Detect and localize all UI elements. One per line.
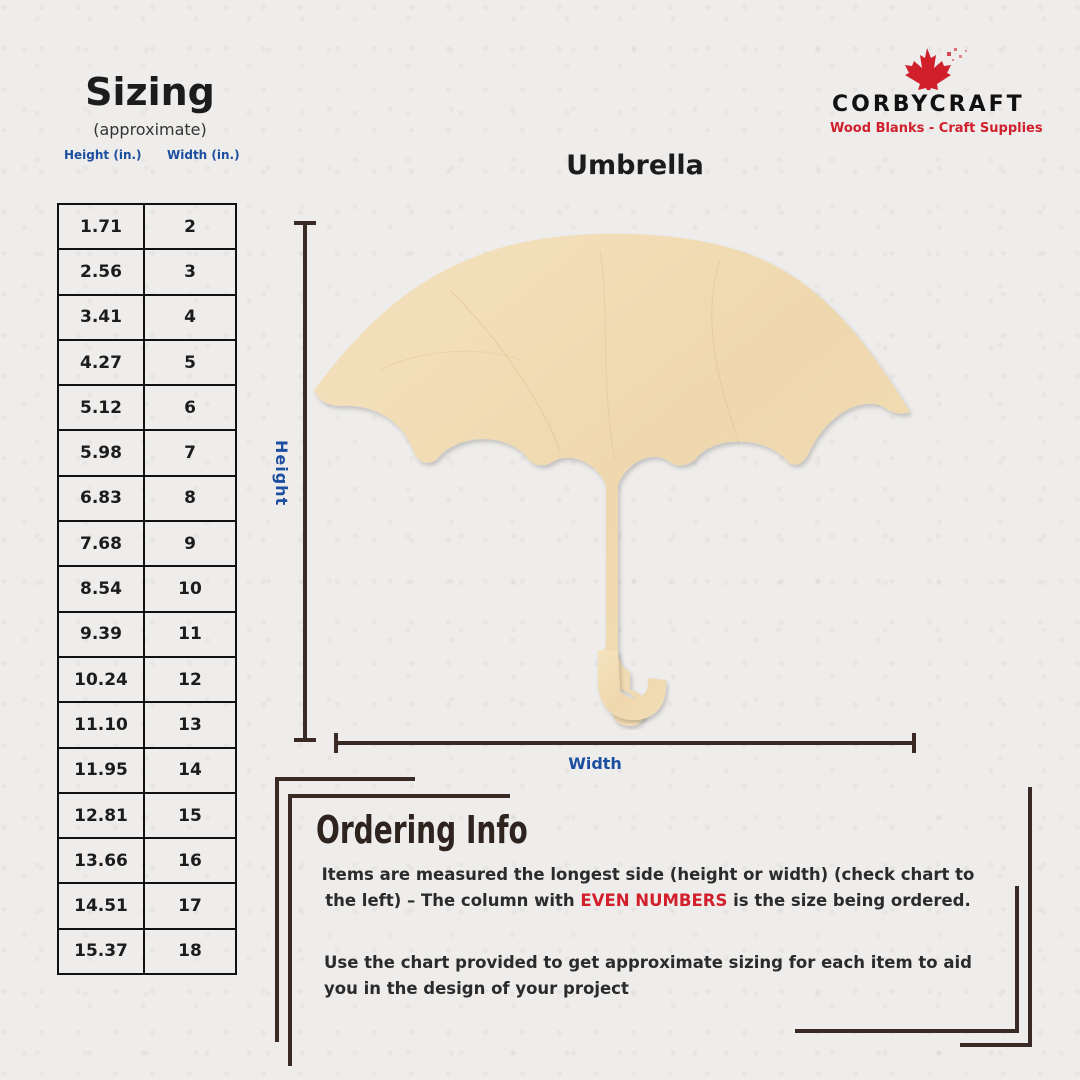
size-row	[58, 340, 236, 385]
size-row	[58, 793, 236, 838]
size-width-cell: 11	[144, 612, 236, 657]
size-width-cell: 4	[144, 295, 236, 340]
frame-bar-left-inner	[288, 794, 292, 1066]
size-row	[58, 204, 236, 249]
size-width-cell: 12	[144, 657, 236, 702]
ordering-p1-before: Items are measured the longest side (height or width) (check chart to the left) – The column with	[321, 865, 975, 910]
size-height-cell: 6.83	[58, 476, 144, 521]
maple-leaf-icon	[895, 44, 975, 92]
size-row	[58, 929, 236, 974]
size-width-cell: 3	[144, 249, 236, 294]
size-row	[58, 476, 236, 521]
ordering-title: Ordering Info	[316, 808, 528, 852]
size-width-cell: 17	[144, 883, 236, 928]
size-row	[58, 295, 236, 340]
product-title: Umbrella	[566, 150, 704, 181]
size-row	[58, 430, 236, 475]
sizing-title: Sizing	[85, 70, 215, 114]
size-row	[58, 838, 236, 883]
size-table	[57, 203, 237, 975]
size-height-cell: 3.41	[58, 295, 144, 340]
size-row	[58, 521, 236, 566]
size-height-cell: 8.54	[58, 566, 144, 611]
sizing-subtitle: (approximate)	[93, 120, 207, 139]
size-row	[58, 249, 236, 294]
size-height-cell: 9.39	[58, 612, 144, 657]
size-row	[58, 748, 236, 793]
size-width-cell: 13	[144, 702, 236, 747]
size-width-cell: 18	[144, 929, 236, 974]
ordering-paragraph-1	[318, 862, 978, 914]
frame-bar-bottom-inner	[795, 1029, 1019, 1033]
height-label: Height	[272, 440, 291, 507]
size-row	[58, 385, 236, 430]
size-height-cell: 13.66	[58, 838, 144, 883]
size-height-cell: 5.98	[58, 430, 144, 475]
size-height-cell: 4.27	[58, 340, 144, 385]
ordering-paragraph-2: Use the chart provided to get approximate sizing for each item to aid you in the design of your project	[324, 953, 972, 998]
size-row	[58, 612, 236, 657]
size-width-cell: 2	[144, 204, 236, 249]
size-width-cell: 15	[144, 793, 236, 838]
frame-bar-left-outer	[275, 777, 279, 1042]
brand-name: CORBYCRAFT	[832, 92, 1025, 117]
size-width-cell: 16	[144, 838, 236, 883]
size-width-cell: 10	[144, 566, 236, 611]
size-height-cell: 10.24	[58, 657, 144, 702]
size-height-cell: 2.56	[58, 249, 144, 294]
size-width-cell: 9	[144, 521, 236, 566]
size-row	[58, 657, 236, 702]
frame-bar-right-inner	[1015, 886, 1019, 1032]
frame-bar-top-outer	[275, 777, 415, 781]
size-height-cell: 11.95	[58, 748, 144, 793]
umbrella-shape	[300, 220, 920, 730]
brand-tagline: Wood Blanks - Craft Supplies	[830, 121, 1043, 136]
size-height-cell: 14.51	[58, 883, 144, 928]
size-row	[58, 883, 236, 928]
size-height-cell: 12.81	[58, 793, 144, 838]
size-height-cell: 5.12	[58, 385, 144, 430]
even-numbers-highlight: EVEN NUMBERS	[580, 891, 728, 910]
size-width-cell: 14	[144, 748, 236, 793]
height-column-header: Height (in.)	[64, 148, 142, 162]
frame-bar-bottom-outer	[960, 1043, 1032, 1047]
frame-bar-top-inner	[288, 794, 510, 798]
size-width-cell: 6	[144, 385, 236, 430]
size-height-cell: 7.68	[58, 521, 144, 566]
width-label: Width	[568, 754, 622, 773]
size-row	[58, 566, 236, 611]
size-width-cell: 7	[144, 430, 236, 475]
width-column-header: Width (in.)	[167, 148, 240, 162]
size-width-cell: 8	[144, 476, 236, 521]
size-row	[58, 702, 236, 747]
size-height-cell: 15.37	[58, 929, 144, 974]
frame-bar-right-outer	[1028, 787, 1032, 1047]
ordering-p1-after: is the size being ordered.	[727, 891, 971, 910]
size-height-cell: 11.10	[58, 702, 144, 747]
size-width-cell: 5	[144, 340, 236, 385]
size-height-cell: 1.71	[58, 204, 144, 249]
